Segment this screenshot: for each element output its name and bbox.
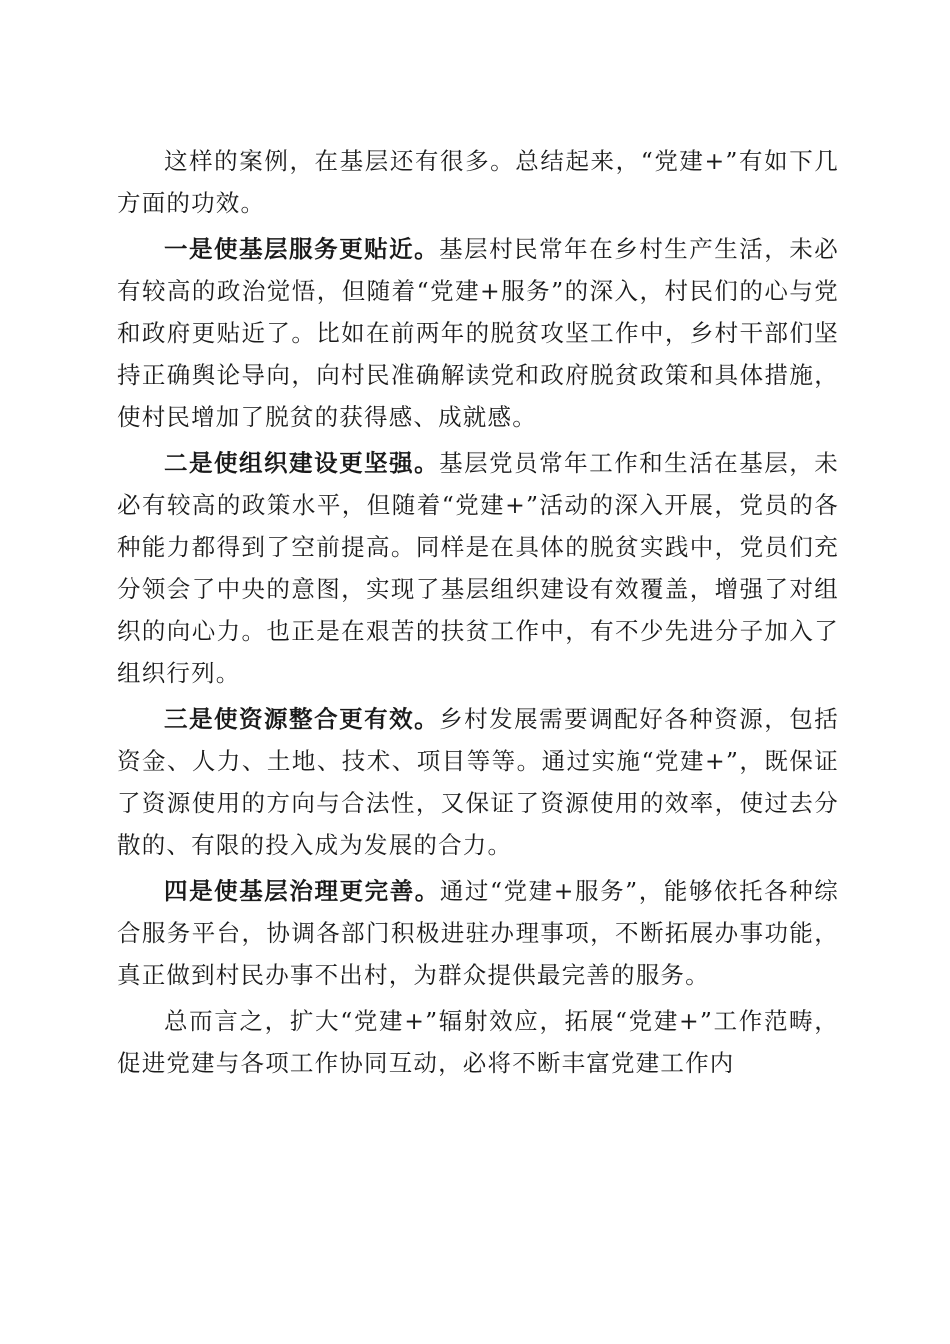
paragraph-lead: 二是使组织建设更坚强。 (164, 449, 440, 477)
paragraph-lead: 三是使资源整合更有效。 (164, 705, 440, 733)
paragraph-lead: 一是使基层服务更贴近。 (164, 235, 440, 263)
paragraph-text: 乡村发展需要调配好各种资源，包括资金、人力、土地、技术、项目等等。通过实施“党建+”，既保证了资源使用的方向与合法性，又保证了资源使用的效率，使过去分散的、有限的投入成为发展的合力。 (117, 705, 839, 859)
paragraph-text: 这样的案例，在基层还有很多。总结起来，“党建+”有如下几方面的功效。 (117, 147, 839, 217)
paragraph-text: 基层党员常年工作和生活在基层，未必有较高的政策水平，但随着“党建+”活动的深入开展，党员的各种能力都得到了空前提高。同样是在具体的脱贫实践中，党员们充分领会了中央的意图，实现了基层组织建设有效覆盖，增强了对组织的向心力。也正是在艰苦的扶贫工作中，有不少先进分子加入了组织行列。 (117, 449, 839, 687)
paragraph-point-one (117, 228, 839, 438)
document-body (117, 140, 839, 1088)
paragraph-text: 总而言之，扩大“党建+”辐射效应，拓展“党建+”工作范畴，促进党建与各项工作协同互动，必将不断丰富党建工作内 (117, 1007, 839, 1077)
paragraph-point-three (117, 698, 839, 866)
paragraph-text: 通过“党建+服务”，能够依托各种综合服务平台，协调各部门积极进驻办理事项，不断拓展办事功能，真正做到村民办事不出村，为群众提供最完善的服务。 (117, 877, 839, 989)
paragraph-point-two (117, 442, 839, 694)
paragraph-lead: 四是使基层治理更完善。 (164, 877, 440, 905)
paragraph-summary-intro (117, 140, 839, 224)
paragraph-conclusion (117, 1000, 839, 1084)
paragraph-point-four (117, 870, 839, 996)
paragraph-text: 基层村民常年在乡村生产生活，未必有较高的政治觉悟，但随着“党建+服务”的深入，村民们的心与党和政府更贴近了。比如在前两年的脱贫攻坚工作中，乡村干部们坚持正确舆论导向，向村民准确解读党和政府脱贫政策和具体措施，使村民增加了脱贫的获得感、成就感。 (117, 235, 839, 431)
